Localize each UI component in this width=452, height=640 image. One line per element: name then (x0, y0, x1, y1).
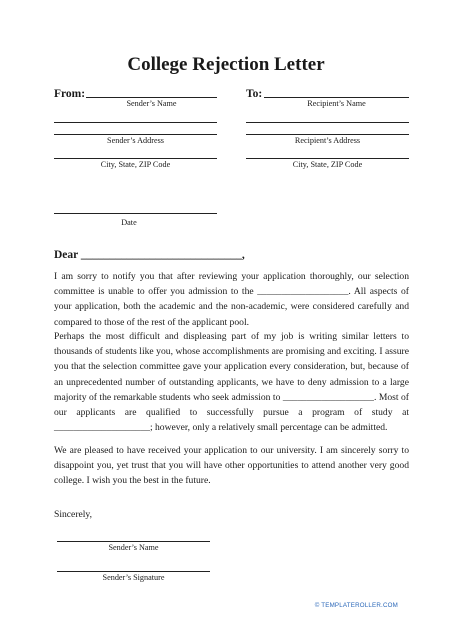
body-paragraph-3: We are pleased to have received your application to our university. I am sincerely sorry to disappoint you, yet trust that you will have other opportunities to attend another very good college. I wish you the best in the future. (54, 445, 409, 487)
date-line[interactable] (54, 213, 217, 214)
from-label: From: (54, 88, 86, 100)
sign-name-line[interactable] (57, 541, 210, 542)
sender-name-line[interactable] (86, 97, 217, 98)
sender-address-caption: Sender’s Address (107, 136, 164, 145)
body-paragraph-2: Perhaps the most difficult and displeasing part of my job is writing similar letters to thousands of students like you, whose accomplishments are promising and exciting. I assure you that the selection committee gave your application every consideration, but, because of an unprecedented number of outstanding applicants, we have to deny admission to a large majority of the remarkable students who seek admission to ___________________. Most of our applicants are qualified to successfully pursue a program of study at ____________________; however, only a relatively small percentage can be admitted. (54, 331, 409, 434)
sender-address-line-1[interactable] (54, 122, 217, 123)
sender-address-line-2[interactable] (54, 134, 217, 135)
sender-city-line[interactable] (54, 158, 217, 159)
sign-name-caption: Sender’s Name (108, 543, 159, 552)
sender-name-caption: Sender’s Name (126, 99, 177, 108)
letter-title: College Rejection Letter (127, 54, 325, 75)
closing: Sincerely, (54, 509, 93, 520)
sign-signature-caption: Sender’s Signature (102, 573, 165, 582)
recipient-address-line-1[interactable] (246, 122, 409, 123)
body-paragraph-1: I am sorry to notify you that after reviewing your application thoroughly, our selection committee is unable to offer you admission to the ___________________. All aspects of your application, both the academic and the non-academic, were considered carefully and compared to those of the rest of the applicant pool. (54, 271, 409, 328)
footer-copyright[interactable]: © TEMPLATEROLLER.COM (314, 602, 398, 609)
recipient-address-line-2[interactable] (246, 134, 409, 135)
recipient-name-line[interactable] (264, 97, 409, 98)
recipient-name-caption: Recipient’s Name (307, 99, 366, 108)
date-caption: Date (121, 218, 137, 227)
sender-city-caption: City, State, ZIP Code (100, 160, 171, 169)
to-label: To: (246, 88, 263, 100)
recipient-city-line[interactable] (246, 158, 409, 159)
recipient-address-caption: Recipient’s Address (294, 136, 361, 145)
signature-line[interactable] (57, 571, 210, 572)
recipient-city-caption: City, State, ZIP Code (292, 160, 363, 169)
salutation: Dear ____________________________, (54, 249, 245, 261)
